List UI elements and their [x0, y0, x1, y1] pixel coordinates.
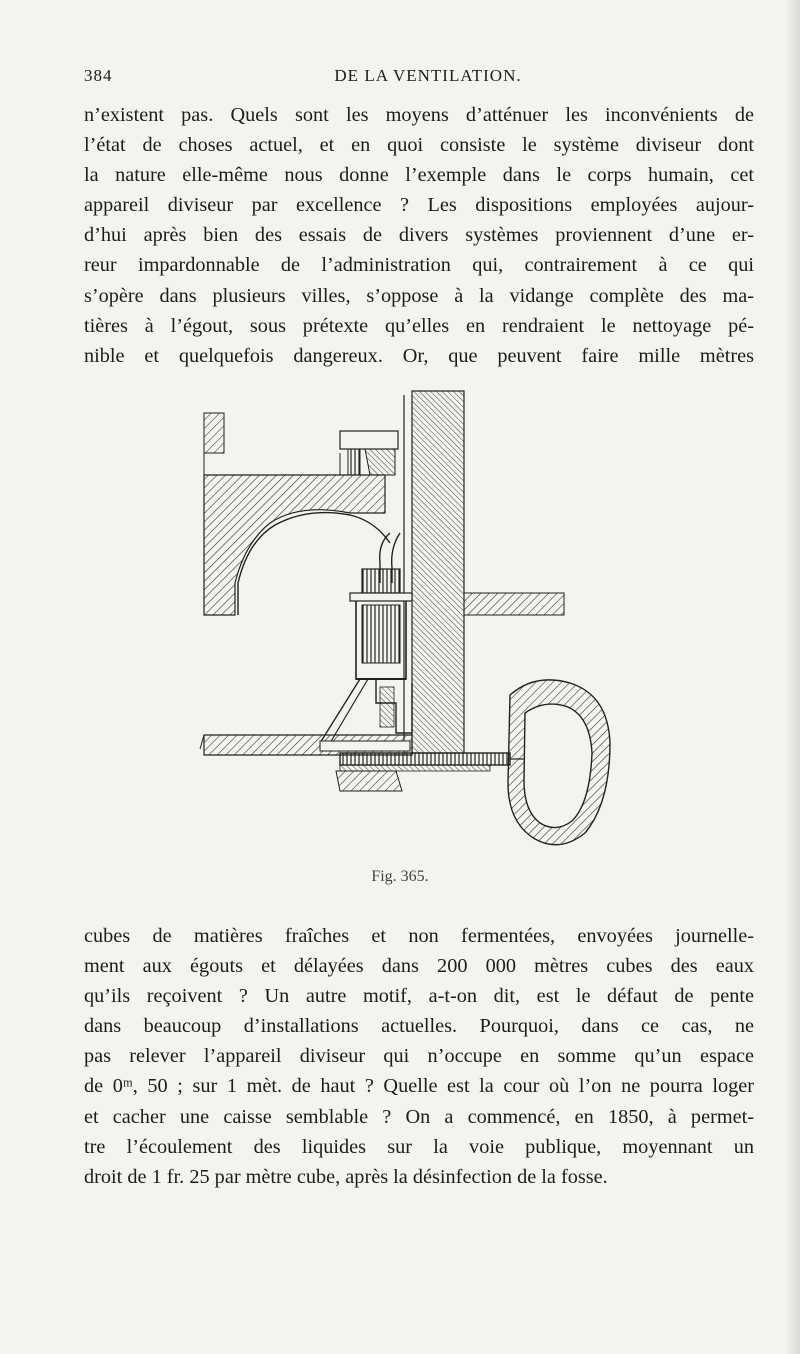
page-number: 384	[84, 66, 113, 85]
text-line: de 0ᵐ, 50 ; sur 1 mèt. de haut ? Quelle est la cour où l’on ne pourra loger	[84, 1075, 754, 1098]
figure-365-engraving	[190, 383, 630, 863]
fitting-top	[340, 431, 398, 449]
text-line: cubes de matières fraîches et non fermentées, envoyées journelle-	[84, 925, 754, 947]
text-line: ment aux égouts et délayées dans 200 000 mètres cubes des eaux	[84, 955, 754, 978]
page-header	[84, 66, 754, 92]
text-line: droit de 1 fr. 25 par mètre cube, après la désinfection de la fosse.	[84, 1165, 608, 1188]
drain-pipe	[340, 753, 510, 765]
text-line: d’hui après bien des essais de divers systèmes proviennent d’une er-	[84, 224, 754, 247]
paragraph-bottom	[84, 921, 754, 1192]
text-line: pas relever l’appareil diviseur qui n’occupe en somme qu’un espace	[84, 1045, 754, 1068]
text-line: l’état de choses actuel, et en quoi consiste le système diviseur dont	[84, 134, 754, 157]
text-line: et cacher une caisse semblable ? On a commencé, en 1850, à permet-	[84, 1105, 754, 1128]
figure-caption: Fig. 365.	[371, 868, 429, 885]
vertical-wall	[412, 391, 464, 753]
text-line: nible et quelquefois dangereux. Or, que peuvent faire mille mètres	[84, 344, 754, 367]
text-line: n’existent pas. Quels sont les moyens d’atténuer les inconvénients de	[84, 104, 754, 126]
text-line: appareil diviseur par excellence ? Les dispositions employées aujour-	[84, 194, 754, 217]
text-line: qu’ils reçoivent ? Un autre motif, a-t-on dit, est le défaut de pente	[84, 985, 754, 1008]
wall-stub	[204, 413, 224, 453]
running-head: DE LA VENTILATION.	[334, 66, 522, 85]
text-line: dans beaucoup d’installations actuelles. Pourquoi, dans ce cas, ne	[84, 1015, 754, 1038]
text-line: reur impardonnable de l’administration qui, contrairement à ce qui	[84, 254, 754, 277]
text-line: tières à l’égout, sous prétexte qu’elles en rendraient le nettoyage pé-	[84, 314, 754, 337]
text-line: s’opère dans plusieurs villes, s’oppose à la vidange complète des ma-	[84, 284, 754, 307]
ledge	[464, 593, 564, 615]
page-edge-shadow	[786, 0, 800, 1354]
text-line: la nature elle-même nous donne l’exemple dans le corps humain, cet	[84, 164, 754, 187]
text-line: tre l’écoulement des liquides sur la voie publique, moyennant un	[84, 1135, 754, 1158]
paragraph-top	[84, 100, 754, 371]
